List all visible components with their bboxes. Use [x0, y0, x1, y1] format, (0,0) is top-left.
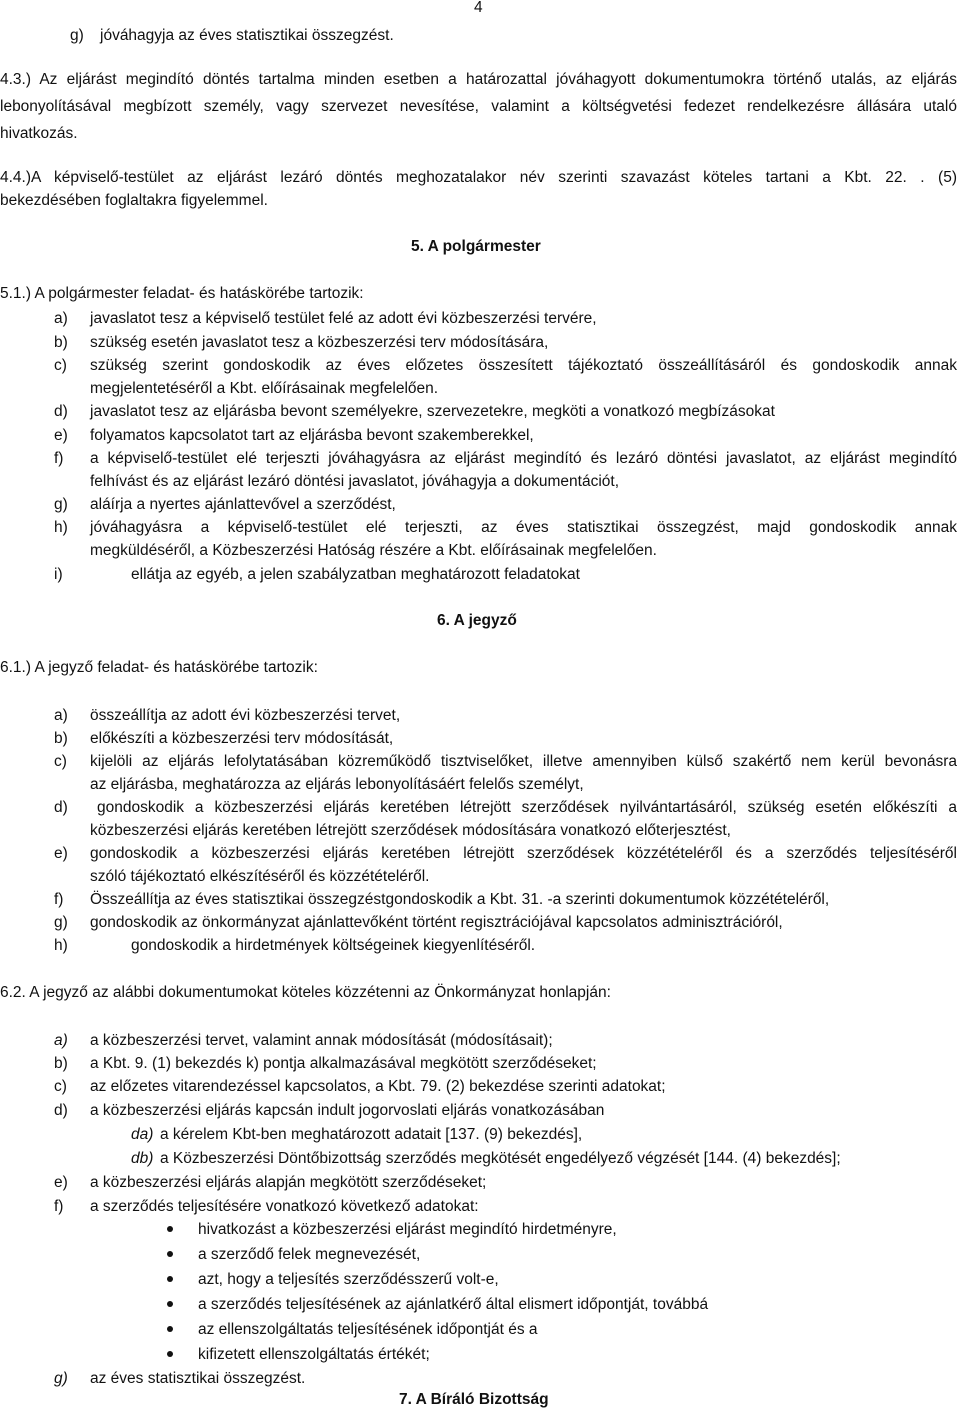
- bullet-icon: [167, 1301, 173, 1307]
- item-label: c): [54, 1078, 67, 1095]
- item-text: szükség esetén javaslatot tesz a közbeszerzési terv módosítására,: [90, 334, 549, 351]
- item-label: f): [54, 891, 64, 908]
- item-label: h): [54, 519, 68, 536]
- item-text: Összeállítja az éves statisztikai összegzéstgondoskodik a Kbt. 31. -a szerinti dokumentumok közzétételéről,: [90, 891, 830, 908]
- item-label: g): [70, 27, 84, 44]
- item-text: folyamatos kapcsolatot tart az eljárásba bevont szakemberekkel,: [90, 427, 534, 444]
- item-label: a): [54, 707, 68, 724]
- item-label: g): [54, 914, 68, 931]
- section-heading-7: 7. A Bíráló Bizottság: [399, 1391, 549, 1408]
- item-text: a közbeszerzési eljárás kapcsán indult jogorvoslati eljárás vonatkozásában: [90, 1102, 605, 1119]
- item-label: d): [54, 403, 68, 420]
- item-text: a közbeszerzési eljárás alapján megkötött szerződéseket;: [90, 1174, 487, 1191]
- item-text: a Kbt. 9. (1) bekezdés k) pontja alkalmazásával megkötött szerződéseket;: [90, 1055, 597, 1072]
- item-text: a közbeszerzési tervet, valamint annak módosítását (módosításait);: [90, 1032, 553, 1049]
- bullet-icon: [167, 1251, 173, 1257]
- item-text: megküldéséről, a Közbeszerzési Hatóság részére a Kbt. előírásainak megfelelően.: [90, 542, 657, 559]
- item-text: ellátja az egyéb, a jelen szabályzatban meghatározott feladatokat: [131, 566, 580, 583]
- item-text: az előzetes vitarendezéssel kapcsolatos, a Kbt. 79. (2) bekezdése szerinti adatokat;: [90, 1078, 666, 1095]
- bullet-item: hivatkozást a közbeszerzési eljárást megindító hirdetményre,: [198, 1221, 617, 1238]
- bullet-icon: [167, 1326, 173, 1332]
- item-label: g): [54, 496, 68, 513]
- item-label: b): [54, 730, 68, 747]
- item-text: jóváhagyásra a képviselő-testület elé terjeszti, az éves statisztikai összegzést, majd gondoskodik annak: [90, 519, 957, 536]
- item-text: az eljárásba, meghatározza az eljárás lebonyolításáért felelős személyt,: [90, 776, 584, 793]
- bullet-item: azt, hogy a teljesítés szerződésszerű volt-e,: [198, 1271, 499, 1288]
- item-label: d): [54, 799, 68, 816]
- bullet-icon: [167, 1276, 173, 1282]
- item-label: f): [54, 450, 64, 467]
- item-label: e): [54, 1174, 68, 1191]
- item-text: javaslatot tesz a képviselő testület felé az adott évi közbeszerzési tervére,: [90, 310, 597, 327]
- item-label: f): [54, 1198, 64, 1215]
- item-text: összeállítja az adott évi közbeszerzési tervet,: [90, 707, 401, 724]
- paragraph-4-3-line: 4.3.) Az eljárást megindító döntés tartalma minden esetben a határozattal jóváhagyott dokumentumokra történő utalás, az eljárás: [0, 71, 957, 88]
- item-label: i): [54, 566, 63, 583]
- bullet-icon: [167, 1226, 173, 1232]
- paragraph-4-3-line: lebonyolításával megbízott személy, vagy szervezet nevesítése, valamint a költségvetési fedezet rendelkezésre állására utaló: [0, 98, 957, 115]
- item-text: a szerződés teljesítésére vonatkozó következő adatokat:: [90, 1198, 479, 1215]
- section-heading-6: 6. A jegyző: [437, 612, 517, 629]
- subitem-text: a kérelem Kbt-ben meghatározott adatait [137. (9) bekezdés],: [160, 1126, 583, 1143]
- subitem-label: db): [131, 1150, 154, 1167]
- bullet-item: az ellenszolgáltatás teljesítésének időpontját és a: [198, 1321, 538, 1338]
- item-label: a): [54, 1032, 68, 1049]
- item-label: b): [54, 1055, 68, 1072]
- item-text: gondoskodik a közbeszerzési eljárás keretében létrejött szerződések nyilvántartásáról, szükség esetén előkészíti a: [97, 799, 957, 816]
- item-text: a képviselő-testület elé terjeszti jóváhagyásra az eljárást megindító és lezáró döntési javaslatot, az eljárást megindító: [90, 450, 957, 467]
- item-text: gondoskodik a közbeszerzési eljárás keretében létrejött szerződések közzétételéről és a szerződés teljesítéséről: [90, 845, 957, 862]
- paragraph-6-2-intro: 6.2. A jegyző az alábbi dokumentumokat köteles közzétenni az Önkormányzat honlapján:: [0, 984, 611, 1001]
- paragraph-4-3-line: hivatkozás.: [0, 125, 78, 142]
- item-label: c): [54, 357, 67, 374]
- item-text: előkészíti a közbeszerzési terv módosítását,: [90, 730, 394, 747]
- page-number: 4: [474, 0, 483, 16]
- item-text: az éves statisztikai összegzést.: [90, 1370, 306, 1387]
- paragraph-6-1-intro: 6.1.) A jegyző feladat- és hatáskörébe tartozik:: [0, 659, 318, 676]
- bullet-item: a szerződő felek megnevezését,: [198, 1246, 421, 1263]
- item-text: szükség szerint gondoskodik az éves előzetes összesített tájékoztató összeállításáról és gondoskodik annak: [90, 357, 957, 374]
- item-label: b): [54, 334, 68, 351]
- section-heading-5: 5. A polgármester: [411, 238, 541, 255]
- item-text: jóváhagyja az éves statisztikai összegzést.: [100, 27, 394, 44]
- item-label: d): [54, 1102, 68, 1119]
- paragraph-4-4-line: 4.4.)A képviselő-testület az eljárást lezáró döntés meghozatalakor név szerinti szavazást köteles tartani a Kbt. 22. . (5): [0, 169, 957, 186]
- item-text: felhívást és az eljárást lezáró döntési javaslatot, jóváhagyja a dokumentációt,: [90, 473, 620, 490]
- item-label: a): [54, 310, 68, 327]
- item-label: e): [54, 427, 68, 444]
- item-text: gondoskodik az önkormányzat ajánlattevőként történt regisztrációjával kapcsolatos adminisztrációról,: [90, 914, 783, 931]
- item-label: c): [54, 753, 67, 770]
- paragraph-5-1-intro: 5.1.) A polgármester feladat- és hatáskörébe tartozik:: [0, 285, 364, 302]
- item-label: e): [54, 845, 68, 862]
- bullet-item: a szerződés teljesítésének az ajánlatkérő által elismert időpontját, továbbá: [198, 1296, 709, 1313]
- item-label: g): [54, 1370, 68, 1387]
- item-label: h): [54, 937, 68, 954]
- subitem-label: da): [131, 1126, 154, 1143]
- item-text: gondoskodik a hirdetmények költségeinek kiegyenlítéséről.: [131, 937, 536, 954]
- item-text: megjelentetéséről a Kbt. előírásainak megfelelően.: [90, 380, 439, 397]
- item-text: javaslatot tesz az eljárásba bevont személyekre, szervezetekre, megköti a vonatkozó megbízásokat: [90, 403, 775, 420]
- item-text: szóló tájékoztató elkészítéséről és közzétételéről.: [90, 868, 430, 885]
- item-text: aláírja a nyertes ajánlattevővel a szerződést,: [90, 496, 396, 513]
- item-text: közbeszerzési eljárás keretében létrejött szerződések módosítására vonatkozó előterjesztést,: [90, 822, 731, 839]
- subitem-text: a Közbeszerzési Döntőbizottság szerződés megkötését engedélyező végzését [144. (4) bekezdés];: [160, 1150, 841, 1167]
- item-text: kijelöli az eljárás lefolytatásában közreműködő tisztviselőket, illetve amennyiben külső szakértő nem kerül bevonásra: [90, 753, 957, 770]
- bullet-item: kifizetett ellenszolgáltatás értékét;: [198, 1346, 430, 1363]
- bullet-icon: [167, 1351, 173, 1357]
- paragraph-4-4-line: bekezdésében foglaltakra figyelemmel.: [0, 192, 268, 209]
